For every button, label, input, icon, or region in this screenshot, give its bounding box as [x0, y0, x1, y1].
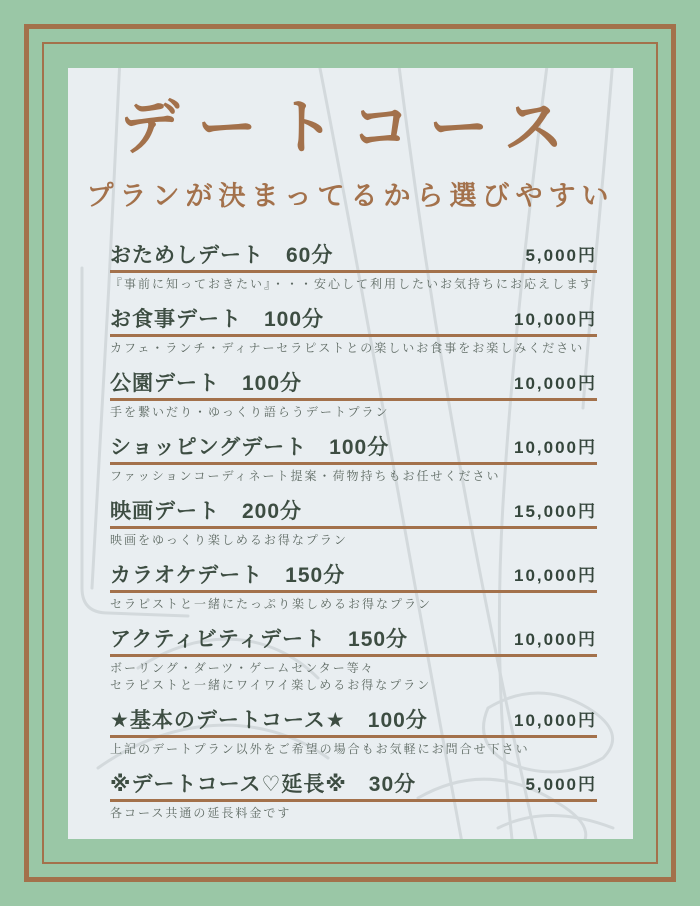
course-name: ショッピングデート 100分 — [110, 435, 390, 459]
course-menu-list — [110, 244, 597, 822]
menu-item-row — [110, 773, 597, 802]
course-description-line: 上記のデートプラン以外をご希望の場合もお気軽にお問合せ下さい — [110, 741, 530, 756]
course-descriptions — [110, 276, 597, 293]
course-name: 映画デート 200分 — [110, 499, 303, 523]
course-description-line: セラピストと一緒にワイワイ楽しめるお得なプラン — [110, 677, 432, 692]
menu-item-row — [110, 500, 597, 529]
course-price: 10,000円 — [514, 309, 597, 329]
course-price: 15,000円 — [514, 501, 597, 521]
course-name: アクティビティデート 150分 — [110, 627, 409, 651]
course-price: 10,000円 — [514, 629, 597, 649]
course-descriptions — [110, 805, 597, 822]
menu-item — [110, 372, 597, 421]
course-price: 10,000円 — [514, 373, 597, 393]
course-price: 10,000円 — [514, 565, 597, 585]
card-content — [68, 94, 633, 822]
course-descriptions — [110, 340, 597, 357]
course-name: おためしデート 60分 — [110, 243, 334, 267]
course-description-line: 映画をゆっくり楽しめるお得なプラン — [110, 532, 348, 547]
menu-item — [110, 773, 597, 822]
course-description-line: 手を繋いだり・ゆっくり語らうデートプラン — [110, 404, 390, 419]
course-descriptions — [110, 660, 597, 694]
menu-item — [110, 436, 597, 485]
menu-item — [110, 628, 597, 694]
course-description-line: セラピストと一緒にたっぷり楽しめるお得なプラン — [110, 596, 433, 611]
course-description-line: 各コース共通の延長料金です — [110, 805, 292, 820]
course-price: 10,000円 — [514, 710, 597, 730]
menu-item-row — [110, 372, 597, 401]
course-description-line: ボーリング・ダーツ・ゲームセンター等々 — [110, 660, 375, 675]
course-price: 5,000円 — [525, 245, 597, 265]
menu-item-row — [110, 308, 597, 337]
course-name: ※デートコース♡延長※ 30分 — [110, 772, 417, 796]
menu-item-row — [110, 709, 597, 738]
menu-item-row — [110, 436, 597, 465]
menu-item — [110, 308, 597, 357]
menu-item — [110, 564, 597, 613]
course-descriptions — [110, 404, 597, 421]
menu-card — [68, 68, 633, 839]
menu-item-row — [110, 628, 597, 657]
menu-item-row — [110, 564, 597, 593]
course-price: 5,000円 — [525, 774, 597, 794]
course-descriptions — [110, 468, 597, 485]
course-descriptions — [110, 596, 597, 613]
course-price: 10,000円 — [514, 437, 597, 457]
page-subtitle: プランが決まってるから選びやすい — [86, 181, 615, 211]
course-description-line: 『事前に知っておきたい』・・・安心して利用したいお気持ちにお応えします — [110, 276, 595, 291]
course-name: 公園デート 100分 — [110, 371, 303, 395]
page-title: デートコース — [119, 94, 582, 161]
menu-item — [110, 244, 597, 293]
course-name: ★基本のデートコース★ 100分 — [110, 708, 428, 732]
course-descriptions — [110, 532, 597, 549]
course-name: カラオケデート 150分 — [110, 563, 346, 587]
menu-item — [110, 500, 597, 549]
menu-item-row — [110, 244, 597, 273]
course-descriptions — [110, 741, 597, 758]
menu-item — [110, 709, 597, 758]
course-name: お食事デート 100分 — [110, 307, 325, 331]
course-description-line: カフェ・ランチ・ディナーセラピストとの楽しいお食事をお楽しみください — [110, 340, 585, 355]
course-description-line: ファッションコーディネート提案・荷物持ちもお任せください — [110, 468, 501, 483]
